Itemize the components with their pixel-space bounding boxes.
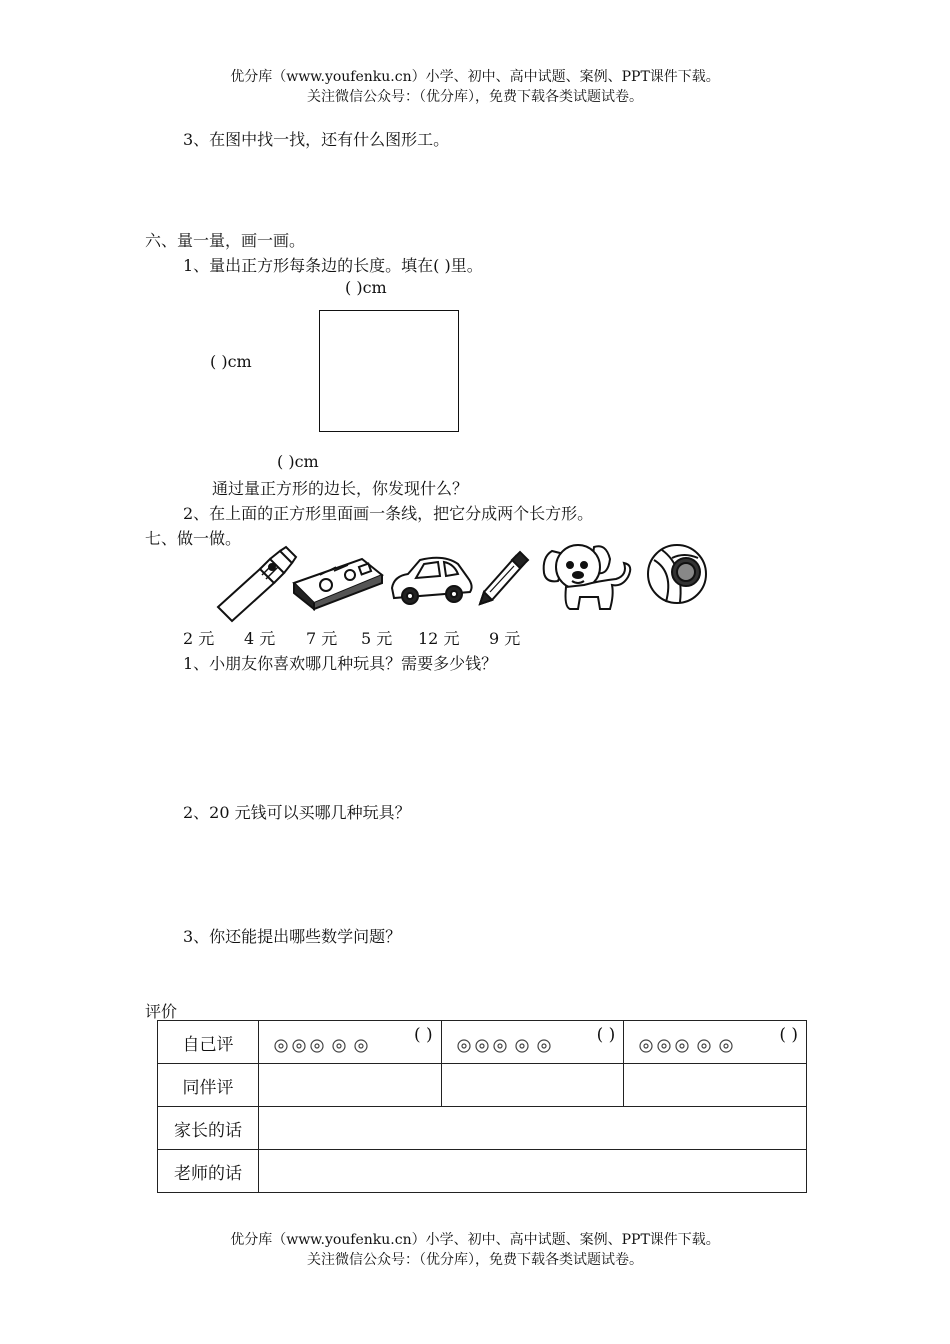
header-line-1: 优分库（www.youfenku.cn）小学、初中、高中试题、案例、PPT课件下载。 xyxy=(230,69,720,85)
question-find-shapes: 3、在图中找一找，还有什么图形工。 xyxy=(183,130,450,149)
self-rating-cell-2[interactable] xyxy=(441,1021,624,1064)
row-label-self: 自己评 xyxy=(158,1021,259,1064)
section-6-q2: 2、在上面的正方形里面画一条线，把它分成两个长方形。 xyxy=(183,504,594,523)
section-7-q1: 1、小朋友你喜欢哪几种玩具？需要多少钱？ xyxy=(183,654,498,673)
table-row xyxy=(158,1107,807,1150)
section-7-q3: 3、你还能提出哪些数学问题？ xyxy=(183,927,402,946)
pencil-box-icon xyxy=(290,553,386,611)
row-label-peer: 同伴评 xyxy=(158,1064,259,1107)
blank-left-side[interactable]: ( )cm xyxy=(210,352,252,371)
evaluation-title: 评价 xyxy=(145,1002,178,1021)
self-rating-cell-1[interactable] xyxy=(259,1021,442,1064)
parent-comment-cell[interactable] xyxy=(259,1107,807,1150)
peer-cell-1[interactable] xyxy=(259,1064,442,1107)
section-6-title: 六、量一量，画一画。 xyxy=(145,231,306,250)
price-pencil-box: 4 元 xyxy=(244,629,276,648)
price-bottle: 2 元 xyxy=(183,629,215,648)
flower-rating-icon xyxy=(456,1037,566,1055)
flower-rating-icon xyxy=(273,1037,383,1055)
ball-icon xyxy=(644,542,710,606)
rating-paren: ( ) xyxy=(596,1025,616,1045)
puppy-icon xyxy=(538,537,638,613)
price-pen: 5 元 xyxy=(361,629,393,648)
footer-line-1: 优分库（www.youfenku.cn）小学、初中、高中试题、案例、PPT课件下载。 xyxy=(230,1232,720,1248)
section-7-title: 七、做一做。 xyxy=(145,529,242,548)
peer-cell-2[interactable] xyxy=(441,1064,624,1107)
header-line-2: 关注微信公众号：（优分库），免费下载各类试题试卷。 xyxy=(307,89,643,105)
table-row xyxy=(158,1021,807,1064)
pen-icon xyxy=(474,548,532,608)
peer-cell-3[interactable] xyxy=(624,1064,807,1107)
row-label-parent: 家长的话 xyxy=(158,1107,259,1150)
teacher-comment-cell[interactable] xyxy=(259,1150,807,1193)
section-6-q1: 1、量出正方形每条边的长度。填在( )里。 xyxy=(183,256,483,275)
flower-rating-icon xyxy=(638,1037,748,1055)
rating-paren: ( ) xyxy=(779,1025,798,1045)
price-car: 7 元 xyxy=(306,629,338,648)
table-row xyxy=(158,1064,807,1107)
evaluation-table xyxy=(157,1020,807,1193)
price-puppy: 12 元 xyxy=(418,629,460,648)
blank-bottom-side[interactable]: ( )cm xyxy=(277,452,319,471)
toy-car-icon xyxy=(388,552,476,608)
row-label-teacher: 老师的话 xyxy=(158,1150,259,1193)
table-row xyxy=(158,1150,807,1193)
bottle-icon xyxy=(210,545,300,623)
self-rating-cell-3[interactable] xyxy=(624,1021,807,1064)
price-ball: 9 元 xyxy=(489,629,521,648)
measure-square[interactable] xyxy=(319,310,459,432)
rating-paren: ( ) xyxy=(413,1025,433,1045)
footer-line-2: 关注微信公众号：（优分库），免费下载各类试题试卷。 xyxy=(307,1252,643,1268)
blank-top-side[interactable]: ( )cm xyxy=(345,278,387,297)
section-7-q2: 2、20 元钱可以买哪几种玩具？ xyxy=(183,803,411,822)
discover-question: 通过量正方形的边长，你发现什么？ xyxy=(212,479,469,498)
